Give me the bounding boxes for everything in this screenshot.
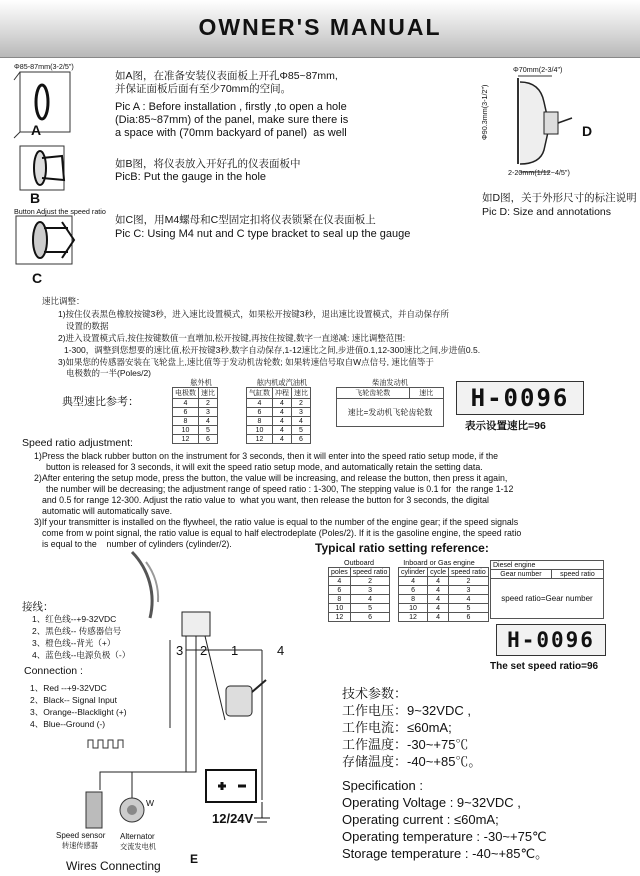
table-row xyxy=(329,613,390,622)
wire-num: 1 xyxy=(231,643,239,658)
dim-side-label: Φ90.3mm(3-1/2") xyxy=(480,84,489,140)
col-header: speed ratio xyxy=(551,570,603,579)
en-adjust-3b: come from w point signal, the ratio value is equal to half electrodeplate (Poles/2). If it is the gasoline engine, the speed ratio xyxy=(42,528,522,538)
en-pic-b: PicB: Put the gauge in the hole xyxy=(115,171,267,183)
en-wiring-heading: Connection : xyxy=(24,665,83,677)
wire-num: 3 xyxy=(176,643,184,658)
table-cell: 4 xyxy=(428,595,449,604)
table-cell: 3 xyxy=(350,586,390,595)
table-cell: 4 xyxy=(350,595,390,604)
install-figures-abc xyxy=(12,70,102,290)
cn-adjust-2: 2)进入设置模式后,按住按键数值一直增加,松开按键,再按住按键,数字一直递减: 速比调整范围: xyxy=(58,333,406,343)
col-header: 电极数 xyxy=(173,388,199,399)
table-cell: 2 xyxy=(199,399,218,408)
wire-num: 4 xyxy=(277,643,285,658)
table-row xyxy=(399,595,489,604)
cn-wire-3: 3、橙色线--背光（+） xyxy=(32,638,116,648)
figure-label-a: A xyxy=(31,122,42,138)
cn-pic-b: 如B图，将仪表放入开好孔的仪表面板中 xyxy=(115,158,301,170)
table-cell: 5 xyxy=(350,604,390,613)
outboard-table xyxy=(328,558,390,622)
cn-spec-1: 工作电压：9~32VDC , xyxy=(342,703,471,718)
table-cell: 6 xyxy=(399,586,428,595)
inboard-table xyxy=(398,558,489,622)
table-cell: 12 xyxy=(329,613,351,622)
cn-adjust-2b: 1-300，调整到您想要的速比值,松开按键3秒,数字自动保存,1-12速比之间,步进值0.1,12-300速比之间,步进值0.5. xyxy=(64,345,481,355)
table-cell: 12 xyxy=(247,435,273,444)
table-row xyxy=(399,586,489,595)
en-adjust-2b: the number will be decreasing; the adjustment range of speed ratio : 1-300, The stepping value is 0.1 for the range 1-12 xyxy=(46,484,514,494)
cn-spec-4: 存储温度：-40~+85℃。 xyxy=(342,754,482,769)
col-header: poles xyxy=(329,568,351,577)
cn-inboard-table xyxy=(246,378,318,444)
table-cell: 6 xyxy=(329,586,351,595)
cn-pic-c: 如C图，用M4螺母和C型固定扣将仪表锁紧在仪表面板上 xyxy=(115,214,376,226)
cn-adjust-3: 3)如果您的传感器安装在飞轮盘上,速比值等于发动机齿轮数; 如果转速信号取自W点信号, 速比值等于 xyxy=(58,357,434,367)
en-spec-2: Operating current : ≤60mA; xyxy=(342,812,499,827)
table-cell: 5 xyxy=(292,426,311,435)
table-cell: 4 xyxy=(173,399,199,408)
en-spec-1: Operating Voltage : 9~32VDC , xyxy=(342,795,521,810)
table-cell: 12 xyxy=(399,613,428,622)
table-row xyxy=(173,435,218,444)
table-cell: 4 xyxy=(399,577,428,586)
table-cell: 4 xyxy=(273,408,292,417)
sensor-label-en: Speed sensor xyxy=(56,831,106,840)
diesel-table xyxy=(490,560,604,619)
table-cell: 8 xyxy=(399,595,428,604)
dim-bottom-label: 2-20mm(1/12~4/5") xyxy=(508,168,570,177)
outboard-title: Outboard xyxy=(344,558,374,567)
table-cell: 6 xyxy=(292,435,311,444)
table-row xyxy=(247,417,311,426)
table-cell: 10 xyxy=(399,604,428,613)
table-cell: 4 xyxy=(449,595,489,604)
table-row xyxy=(399,604,489,613)
cn-pic-a-line2: 并保证面板后面有至少70mm的空间。 xyxy=(115,83,292,95)
alternator-label-cn: 交流发电机 xyxy=(120,842,156,851)
en-pic-c: Pic C: Using M4 nut and C type bracket to seal up the gauge xyxy=(115,228,411,240)
cn-adjust-heading: 速比调整： xyxy=(42,296,85,306)
wire-num: 2 xyxy=(200,643,208,658)
table-row xyxy=(399,577,489,586)
table-row xyxy=(329,595,390,604)
table-cell: 8 xyxy=(173,417,199,426)
table-cell: 6 xyxy=(173,408,199,417)
en-adjust-3c: is equal to the number of cylinders (cylinder/2). xyxy=(42,539,232,549)
diesel-formula: speed ratio=Gear number xyxy=(491,579,604,619)
table-cell: 2 xyxy=(350,577,390,586)
col-header: cycle xyxy=(428,568,449,577)
table-cell: 4 xyxy=(273,417,292,426)
table-cell: 10 xyxy=(329,604,351,613)
en-wire-2: 2、Black-- Signal Input xyxy=(30,695,117,705)
diesel-formula: 速比=发动机飞轮齿轮数 xyxy=(337,399,444,427)
table-cell: 6 xyxy=(350,613,390,622)
table-cell: 6 xyxy=(247,408,273,417)
ratio-ref-title: Typical ratio setting reference: xyxy=(315,541,489,555)
cn-wire-1: 1、红色线--+9-32VDC xyxy=(32,614,117,624)
cn-adjust-3b: 电极数的一半(Poles/2) xyxy=(66,368,152,378)
dim-hole-label: Φ85-87mm(3-2/5") xyxy=(14,62,74,71)
en-wire-3: 3、Orange--Blacklight (+) xyxy=(30,707,127,717)
table-cell: 4 xyxy=(329,577,351,586)
sensor-label-cn: 转速传感器 xyxy=(62,841,98,850)
en-pic-d: Pic D: Size and annotations xyxy=(482,206,611,218)
table-row xyxy=(173,417,218,426)
table-cell: 3 xyxy=(449,586,489,595)
table-cell: 10 xyxy=(173,426,199,435)
table-row xyxy=(247,426,311,435)
table-row xyxy=(247,399,311,408)
cn-spec-3: 工作温度：-30~+75℃ xyxy=(342,737,469,752)
cn-diesel-title: 柴油发动机 xyxy=(372,378,408,387)
figure-label-b: B xyxy=(30,190,41,206)
table-cell: 12 xyxy=(173,435,199,444)
table-cell: 4 xyxy=(428,586,449,595)
col-header: 速比 xyxy=(409,388,443,399)
table-cell: 5 xyxy=(449,604,489,613)
table-cell: 4 xyxy=(292,417,311,426)
wires-caption: Wires Connecting xyxy=(66,859,161,873)
table-cell: 5 xyxy=(199,426,218,435)
col-header: speed ratio xyxy=(449,568,489,577)
table-cell: 2 xyxy=(292,399,311,408)
bracket-label: Button Adjust the speed ratio xyxy=(14,207,106,216)
en-spec-3: Operating temperature : -30~+75℃ xyxy=(342,829,547,844)
lcd-display-cn: H-0096 xyxy=(456,381,584,415)
inboard-title: Inboard or Gas engine xyxy=(403,558,475,567)
table-row xyxy=(247,435,311,444)
table-row xyxy=(173,399,218,408)
cn-pic-d: 如D图，关于外形尺寸的标注说明 xyxy=(482,192,637,204)
table-cell: 4 xyxy=(273,426,292,435)
en-adjust-2c: and 0.5 for range 12-300. Adjust the ratio value to what you want, then release the button for 3 seconds, the digital xyxy=(42,495,489,505)
en-adjust-1: 1)Press the black rubber button on the instrument for 3 seconds, then it will enter into the speed ratio setup mode, if the xyxy=(34,451,499,461)
col-header: cylinder xyxy=(399,568,428,577)
cn-adjust-1b: 设置的数据 xyxy=(66,321,109,331)
table-cell: 4 xyxy=(273,399,292,408)
cn-outboard-table xyxy=(172,378,230,444)
cn-inboard-title: 舷内机或汽油机 xyxy=(256,378,308,387)
cn-wiring-heading: 接线： xyxy=(22,601,54,613)
en-wire-1: 1、Red --+9-32VDC xyxy=(30,683,107,693)
cn-outboard-title: 舷外机 xyxy=(190,378,212,387)
w-label: W xyxy=(146,798,155,808)
en-adjust-2d: automatic will automatically save. xyxy=(42,506,173,516)
cn-ref-label: 典型速比参考： xyxy=(62,396,139,408)
cn-wire-2: 2、黑色线-- 传感器信号 xyxy=(32,626,122,636)
en-spec-heading: Specification : xyxy=(342,778,423,793)
table-cell: 4 xyxy=(428,604,449,613)
en-pic-a-line3: a space with (70mm backyard of panel) as well xyxy=(115,127,347,139)
en-adjust-heading: Speed ratio adjustment: xyxy=(22,437,133,449)
cn-lcd-caption: 表示设置速比=96 xyxy=(465,420,546,432)
table-row xyxy=(329,577,390,586)
figure-label-d: D xyxy=(582,123,593,139)
en-pic-a-line1: Pic A : Before installation , firstly ,to open a hole xyxy=(115,101,347,113)
dim-top-label: Φ70mm(2-3/4") xyxy=(513,65,563,74)
table-cell: 4 xyxy=(199,417,218,426)
table-cell: 6 xyxy=(449,613,489,622)
figure-label-e: E xyxy=(190,852,199,866)
table-cell: 2 xyxy=(449,577,489,586)
table-row xyxy=(399,613,489,622)
table-cell: 8 xyxy=(247,417,273,426)
table-cell: 10 xyxy=(247,426,273,435)
table-cell: 4 xyxy=(428,613,449,622)
table-cell: 8 xyxy=(329,595,351,604)
en-pic-a-line2: (Dia:85~87mm) of the panel, make sure there is xyxy=(115,114,349,126)
table-row xyxy=(329,586,390,595)
en-adjust-3: 3)If your transmitter is installed on the flywheel, the ratio value is equal to the number of the engine gear; if the speed signals xyxy=(34,517,519,527)
cn-spec-2: 工作电流：≤60mA; xyxy=(342,720,452,735)
col-header: 速比 xyxy=(199,388,218,399)
table-cell: 4 xyxy=(247,399,273,408)
col-header: Gear number xyxy=(491,570,552,579)
alternator-label-en: Alternator xyxy=(120,832,155,841)
col-header: speed ratio xyxy=(350,568,390,577)
figure-label-c: C xyxy=(32,270,43,286)
diesel-title: Diesel engine xyxy=(491,561,604,570)
col-header: 气缸数 xyxy=(247,388,273,399)
cn-diesel-table xyxy=(336,378,444,427)
cn-wire-4: 4、蓝色线--电源负极（-） xyxy=(32,650,131,660)
table-cell: 3 xyxy=(292,408,311,417)
cn-pic-a-line1: 如A图，在准备安装仪表面板上开孔Φ85~87mm, xyxy=(115,70,338,82)
battery-label: 12/24V xyxy=(212,811,254,826)
table-cell: 4 xyxy=(428,577,449,586)
cn-adjust-1: 1)按住仪表黑色橡胶按键3秒，进入速比设置模式，如果松开按键3秒，退出速比设置模式，并自动保存所 xyxy=(58,309,450,319)
page-title: OWNER'S MANUAL xyxy=(198,14,442,40)
table-cell: 4 xyxy=(273,435,292,444)
table-row xyxy=(173,426,218,435)
table-cell: 3 xyxy=(199,408,218,417)
col-header: 飞轮齿轮数 xyxy=(337,388,410,399)
en-lcd-caption: The set speed ratio=96 xyxy=(490,661,599,672)
table-row xyxy=(173,408,218,417)
en-wire-4: 4、Blue--Ground (-) xyxy=(30,719,106,729)
en-adjust-2: 2)After entering the setup mode, press the button, the value will be increasing, and release the button, then press it again, xyxy=(34,473,508,483)
cn-spec-heading: 技术参数： xyxy=(342,686,408,701)
en-spec-4: Storage temperature : -40~+85℃。 xyxy=(342,846,549,861)
col-header: 速比 xyxy=(292,388,311,399)
table-row xyxy=(247,408,311,417)
table-cell: 6 xyxy=(199,435,218,444)
col-header: 冲程 xyxy=(273,388,292,399)
en-adjust-1b: button is released for 3 seconds, it will exit the speed ratio setup mode, and automatically retain the setting data. xyxy=(46,462,483,472)
lcd-display-en: H-0096 xyxy=(496,624,606,656)
table-row xyxy=(329,604,390,613)
